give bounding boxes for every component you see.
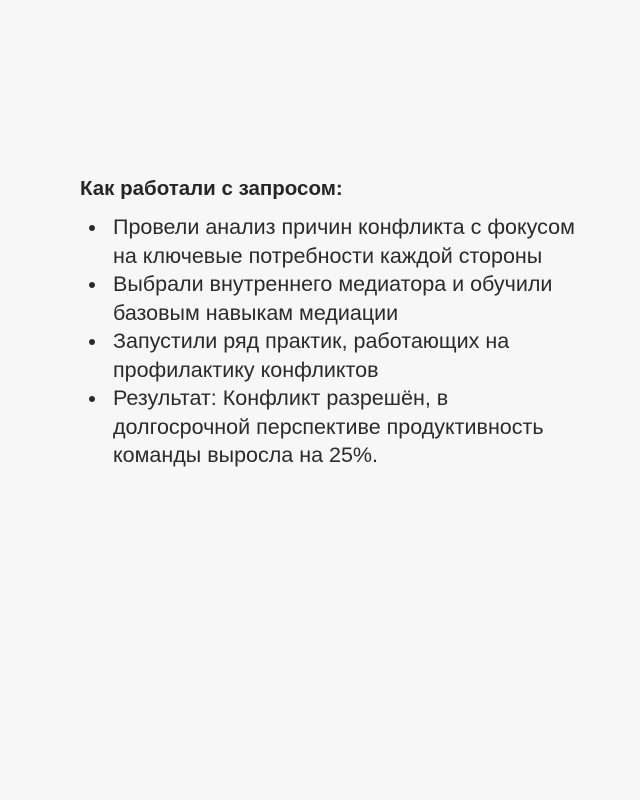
list-item-text: Результат: Конфликт разрешён, в долгосрочной перспективе продуктивность команды выросла на 25%. [113, 386, 544, 467]
list-item-text: Запустили ряд практик, работающих на профилактику конфликтов [113, 329, 510, 382]
bullet-list [80, 213, 580, 470]
list-item [80, 270, 580, 327]
list-item [80, 327, 580, 384]
section-heading: Как работали с запросом: [80, 177, 343, 200]
bullet-icon [89, 225, 95, 231]
bullet-icon [89, 339, 95, 345]
list-item [80, 213, 580, 270]
content-block [80, 175, 580, 470]
list-item-text: Выбрали внутреннего медиатора и обучили базовым навыкам медиации [113, 272, 553, 325]
list-item-text: Провели анализ причин конфликта с фокусом на ключевые потребности каждой стороны [113, 215, 575, 268]
list-item [80, 384, 580, 470]
bullet-icon [89, 282, 95, 288]
bullet-icon [89, 396, 95, 402]
